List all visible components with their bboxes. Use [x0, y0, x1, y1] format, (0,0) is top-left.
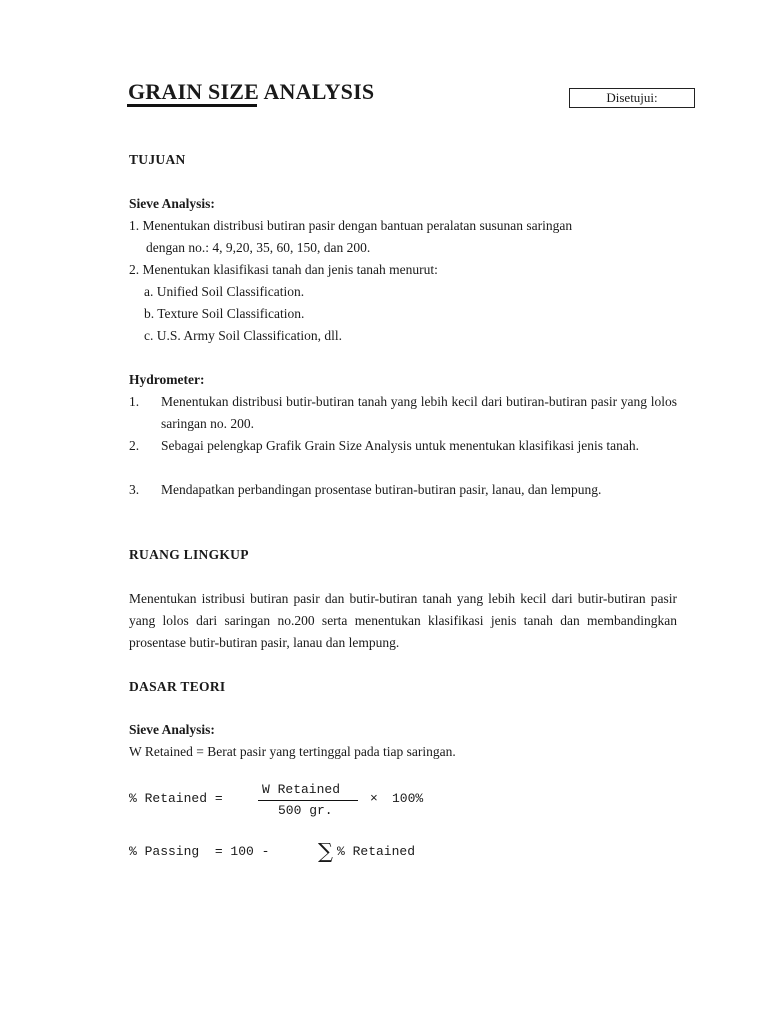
hydrometer-item-2-text: Sebagai pelengkap Grafik Grain Size Analysis untuk menentukan klasifikasi jenis tanah.	[161, 438, 640, 453]
sieve-item-2: 2. Menentukan klasifikasi tanah dan jenis tanah menurut:	[129, 262, 438, 277]
sieve-sub-c: c. U.S. Army Soil Classification, dll.	[144, 328, 342, 343]
formula-retained-lhs: % Retained =	[129, 791, 223, 806]
dasar-teori-sieve-heading: Sieve Analysis:	[129, 722, 215, 737]
sieve-item-1-line-2: dengan no.: 4, 9,20, 35, 60, 150, dan 200.	[146, 240, 371, 255]
sieve-sub-a: a. Unified Soil Classification.	[144, 284, 305, 299]
hydrometer-item-3-text: Mendapatkan perbandingan prosentase butiran-butiran pasir, lanau, dan lempung.	[161, 482, 602, 497]
summation-icon: ∑	[318, 839, 333, 863]
sieve-sub-b: b. Texture Soil Classification.	[144, 306, 305, 321]
hydrometer-item-1-number: 1.	[129, 394, 140, 409]
hydrometer-item-2-number: 2.	[129, 438, 140, 453]
section-heading-ruang-lingkup: RUANG LINGKUP	[129, 547, 249, 562]
fraction-bar	[258, 800, 358, 801]
w-retained-definition: W Retained = Berat pasir yang tertinggal pada tiap saringan.	[129, 744, 456, 759]
hydrometer-heading: Hydrometer:	[129, 372, 205, 387]
section-heading-dasar-teori: DASAR TEORI	[129, 679, 226, 694]
formula-passing-rhs: % Retained	[337, 844, 416, 859]
title-underline	[127, 104, 257, 107]
section-heading-tujuan: TUJUAN	[129, 152, 186, 167]
page-title: GRAIN SIZE ANALYSIS	[128, 79, 375, 104]
formula-passing-lhs: % Passing = 100 -	[129, 844, 270, 859]
approval-box: Disetujui:	[569, 88, 695, 108]
hydrometer-item-3-number: 3.	[129, 482, 140, 497]
formula-retained-denominator: 500 gr.	[278, 803, 333, 818]
sieve-item-1-line-1: 1. Menentukan distribusi butiran pasir dengan bantuan peralatan susunan saringan	[129, 218, 573, 233]
ruang-lingkup-paragraph: Menentukan istribusi butiran pasir dan butir-butiran tanah yang lebih kecil dari butir-butiran pasir yang lolos dari saringan no.200 serta menentukan klasifikasi jenis tanah dan membandingkan prosentase butir-butiran pasir, lanau dan lempung.	[129, 591, 677, 650]
formula-retained-numerator: W Retained	[262, 782, 341, 797]
sieve-analysis-heading: Sieve Analysis:	[129, 196, 215, 211]
formula-retained-rhs: 100%	[392, 791, 424, 806]
multiply-sign: ×	[370, 791, 378, 806]
hydrometer-item-1-text: Menentukan distribusi butir-butiran tanah yang lebih kecil dari butiran-butiran pasir yang lolos saringan no. 200.	[161, 394, 677, 431]
